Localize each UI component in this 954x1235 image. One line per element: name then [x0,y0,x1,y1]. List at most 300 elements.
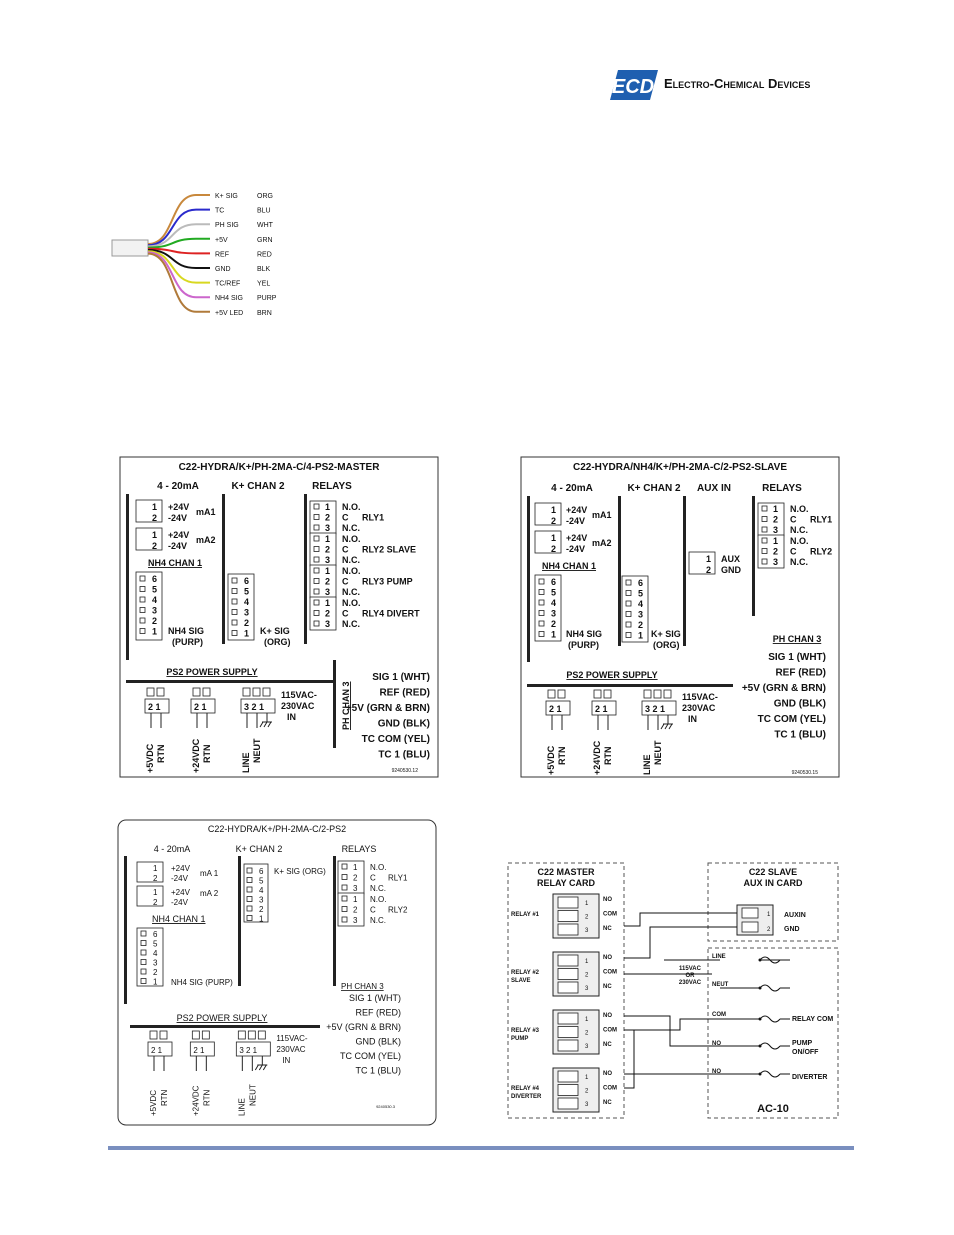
ps-pin-numbers: 3 2 1 [645,704,666,714]
third-ma2-neg: -24V [171,898,188,907]
company-logo [610,70,810,100]
pin-number: 3 [353,884,358,893]
pin-number: 5 [259,876,264,886]
relay-contact-label: NC [603,926,612,932]
pin-screw [232,631,237,636]
pin-screw [762,527,767,532]
pin-number: 2 [773,546,779,557]
ph-row-label: TC COM (YEL) [361,734,430,745]
ps-screw [147,688,154,696]
cable-wire-label: +5V [215,236,228,244]
pin-number: 3 [353,916,358,925]
third-ma2-label: mA 2 [200,889,219,898]
pin-number: 5 [638,588,644,599]
slave-ma2-pos: +24V [566,533,588,543]
diverter-label: DIVERTER [792,1074,828,1081]
master-relays [310,501,420,630]
pin-number: 3 [259,895,264,905]
ps-label: NEUT [248,1084,258,1106]
master-title: C22-HYDRA/K+/PH-2MA-C/4-PS2-MASTER [178,462,380,473]
master-ma2-terminal [136,528,162,550]
pin-number: 1 [325,502,331,512]
pin-screw [141,960,146,965]
third-ph-rows [326,993,401,1076]
pin-screw [626,580,631,585]
relay-pin-number: 2 [585,1030,589,1037]
slave-bar-left [527,496,530,662]
relay-contact-label: N.O. [342,502,361,512]
relay-contact-label: C [342,576,349,587]
ph-row-label: GND (BLK) [773,698,826,710]
pin-number: 5 [153,939,158,949]
relay-contact-label: C [370,905,376,915]
pin-screw [762,559,767,564]
cable-jacket [112,240,148,256]
pin-screw [140,597,145,602]
pin: 1 [153,864,158,873]
ground-icon [661,715,673,729]
cable-wire-color-code: WHT [257,222,273,230]
pin-screw [141,950,146,955]
pin: 2 [152,513,158,523]
master-k-sig-color: (ORG) [264,637,291,647]
pin-number: 6 [259,867,264,876]
wire-relay-com [624,1019,790,1030]
relay-contact-label: N.O. [342,566,361,576]
pin-screw [247,868,252,873]
pin-number: 2 [152,616,158,626]
master-bar-left [126,494,129,660]
ps-ac-in: IN [688,714,697,724]
relay-wiring-diagram [508,863,838,1118]
pin-screw [626,622,631,627]
no-label-pump: NO [712,1041,721,1047]
pin-number: 3 [153,958,158,968]
cable-wire-label: NH4 SIG [215,295,244,303]
pin-screw [539,611,544,616]
cable-wire-color-code: BRN [257,309,272,317]
relay-screw [558,955,578,966]
ac10-box [708,948,838,1118]
pin-number: 1 [153,977,158,987]
ps-pin-numbers: 2 1 [194,702,207,712]
ps-screw [644,690,651,698]
pin-screw [247,878,252,883]
ph-row-label: TC COM (YEL) [757,714,826,725]
slave-sec-kchan: K+ CHAN 2 [627,483,681,494]
pin-screw [539,600,544,605]
third-ma2-terminal [137,886,163,906]
ps-screw [157,688,164,696]
pin-screw [342,875,347,880]
footer-rule [108,1146,854,1150]
relay-contact-label: N.O. [790,504,809,514]
pin-number: 3 [551,608,557,619]
pin-number: 4 [152,595,158,605]
master-ma1-terminal [136,500,162,522]
pin-number: 5 [244,586,250,597]
pin-number: 5 [152,584,158,595]
pin-screw [232,610,237,615]
relay-contact-label: N.C. [370,884,386,893]
relay-contact-label: C [342,544,349,555]
relay-contact-label: N.C. [790,525,808,535]
relay-function: SLAVE [511,978,531,984]
third-sec-ma: 4 - 20mA [153,844,191,854]
slave-card-title1: C22 SLAVE [748,867,798,877]
line-label: LINE [712,954,726,960]
slave-ma1-neg: -24V [566,516,586,526]
relay-name: RLY1 [810,514,833,525]
pin: 2 [153,874,158,883]
ps-label: +24VDC [191,738,201,773]
pin-screw [141,931,146,936]
auxin-gnd-label: GND [784,926,800,933]
relay-screw [558,982,578,993]
relay-contact-label: COM [603,1085,617,1092]
slave-ma2-label: mA2 [592,538,612,548]
ph-row-label: REF (RED) [775,667,826,679]
pin-screw [314,525,319,530]
ps-screw [664,690,671,698]
relay-contact-label: N.C. [342,523,360,533]
master-ma2-pos: +24V [168,530,190,540]
pin-number: 3 [638,609,644,620]
wire-com-bridge [624,1030,634,1088]
master-card-title2: RELAY CARD [536,878,596,888]
pin-screw [314,579,319,584]
relay-screw [558,924,578,935]
third-relays [338,861,408,926]
slave-title: C22-HYDRA/NH4/K+/PH-2MA-C/2-PS2-SLAVE [572,462,788,473]
relay-number: RELAY #1 [511,912,540,918]
slave-ps [546,690,718,775]
master-sec-relays: RELAYS [312,481,352,492]
cable-wires [148,193,277,317]
relay-screw [558,1071,578,1082]
pump-label: PUMP [792,1040,813,1047]
rd-relays [511,894,617,1112]
pin-number: 1 [152,626,158,637]
relay-contact-label: NC [603,1100,612,1106]
third-ma1-pos: +24V [171,864,190,873]
ps-pin-numbers: 2 1 [595,704,608,714]
master-board [120,457,438,777]
pin: 1 [551,533,557,543]
pin-number: 4 [638,599,644,609]
master-ma1-pos: +24V [168,502,190,512]
third-ph-chan: PH CHAN 3 [341,982,384,991]
cable-wire-color-code: RED [257,251,272,259]
ps-label: LINE [241,752,251,773]
slave-gnd-label: GND [721,565,741,575]
relay-pin-number: 3 [585,1044,589,1050]
relay-contact-label: N.C. [342,555,360,565]
ps-screw [558,690,565,698]
third-ma1-neg: -24V [171,874,188,883]
ps-ac-label: 230VAC [276,1045,306,1054]
relay-name: RLY4 DIVERT [362,608,420,619]
brand-name: Electro-Chemical Devices [664,76,811,91]
cable-wire [148,210,210,246]
pin-number: 1 [244,628,250,639]
slave-sec-relays: RELAYS [762,483,802,494]
relay-contact-label: C [790,514,797,525]
slave-nh4-title: NH4 CHAN 1 [542,561,597,571]
ps-screw [202,1031,209,1039]
no-label-div: NO [712,1069,721,1075]
pin-screw [140,618,145,623]
pin-number: 1 [325,566,331,576]
fuse-icon [760,1071,780,1077]
pin-screw [314,589,319,594]
ph-row-label: SIG 1 (WHT) [349,993,401,1003]
fuse-icon [760,1043,780,1049]
ph-row-label: GND (BLK) [355,1036,401,1047]
slave-aux-terminal [689,552,715,574]
master-ma2-neg: -24V [168,541,188,551]
relay-contact-label: C [342,512,349,523]
cable-wire-color-code: YEL [257,280,271,288]
fuse-terminal [759,1045,762,1048]
slave-ph-chan: PH CHAN 3 [772,634,822,644]
pin-screw [314,621,319,626]
ps-label: +24VDC [592,740,602,775]
ph-row-label: SIG 1 (WHT) [768,652,826,663]
pin-screw [762,549,767,554]
ps-screw [192,1031,199,1039]
pin-number: 3 [325,523,331,533]
pin-number: 2 [353,905,358,915]
ps-screw [258,1031,265,1039]
ph-row-label: GND (BLK) [377,718,430,730]
slave-ma1-terminal [535,503,561,525]
ph-row-label: TC 1 (BLU) [355,1065,401,1076]
pin: 1 [153,888,158,897]
slave-nh4-sig-color: (PURP) [568,640,599,650]
ps-screw [253,688,260,696]
pin-number: 4 [551,598,557,608]
ph-row-label: TC 1 (BLU) [774,729,826,741]
pin-screw [247,887,252,892]
slave-relays [758,503,832,568]
relay-contact-label: N.C. [342,619,360,629]
slave-bar-relay [752,496,755,616]
relay-pin-number: 3 [585,928,589,934]
relay-contact-label: N.O. [370,895,387,904]
relay-name: RLY2 [388,905,408,915]
cable-wire-label: TC [215,207,225,215]
ps-ac-in: IN [282,1056,291,1065]
pin-screw [314,568,319,573]
ps-label: RTN [603,746,613,765]
cable-wire-color-code: ORG [257,193,273,200]
fuse-terminal [759,1018,762,1021]
pin-number: 2 [244,618,250,628]
master-sec-kchan: K+ CHAN 2 [231,481,285,492]
relay-pin-number: 2 [585,972,589,979]
master-sec-ma: 4 - 20mA [157,481,199,492]
pin-number: 3 [152,605,158,616]
ps-ac-label: 230VAC [281,701,315,711]
cable-wire-color-code: BLU [257,207,271,215]
ph-row-label: REF (RED) [355,1007,401,1018]
ground-icon [255,1056,267,1070]
slave-ps-title: PS2 POWER SUPPLY [566,670,658,680]
pin-screw [140,576,145,581]
pin-number: 2 [773,514,779,525]
pin-number: 1 [325,534,331,544]
pin-number: 3 [773,557,779,567]
cable-wire-label: TC/REF [215,280,241,288]
pin-number: 1 [638,630,644,641]
ps-pin-numbers: 2 1 [148,702,161,712]
pin: 2 [551,544,557,554]
volt-label-1: 115VAC [679,966,701,972]
cable-wire-label: PH SIG [215,222,239,230]
pin-screw [314,536,319,541]
pin-number: 1 [773,536,779,546]
pin-screw [342,896,347,901]
pin-screw [247,897,252,902]
pin-number: 6 [638,578,644,588]
third-k-sig: K+ SIG (ORG) [274,867,326,876]
pin-number: 3 [773,525,779,535]
pump-onoff-label: ON/OFF [792,1049,819,1056]
pin: 2 [551,516,557,526]
ps-label: RTN [557,746,567,765]
pin-screw [762,517,767,522]
master-k-terminal [228,574,254,640]
pin-number: 3 [325,587,331,597]
master-ph-bar [333,660,336,748]
ps-label: RTN [160,1089,169,1106]
pin-number: 2 [259,905,264,914]
slave-code: 9240530.15 [791,770,818,776]
pin-number: 1 [551,629,557,640]
relay-pin-number: 3 [585,986,589,992]
pin-screw [314,600,319,605]
relay-contact-label: NC [603,984,612,990]
cable-wire-label: K+ SIG [215,193,238,200]
slave-card-title2: AUX IN CARD [743,878,803,888]
ps-label: RTN [202,744,212,763]
fuse-terminal [759,1073,762,1076]
pin-number: 4 [244,597,250,607]
master-card-title1: C22 MASTER [537,867,595,877]
ps-screw [160,1031,167,1039]
ps-pin-numbers: 2 1 [549,704,562,714]
master-bar-right [304,494,307,644]
pin-number: 6 [153,930,158,939]
pin-number: 2 [325,544,331,555]
pin-screw [141,979,146,984]
relay-number: RELAY #3 [511,1028,540,1034]
volt-label-3: 230VAC [678,980,702,986]
third-nh4-title: NH4 CHAN 1 [152,914,206,924]
third-ps-bar [130,1025,320,1028]
slave-k-terminal [622,576,648,642]
pin: 2 [153,898,158,907]
pin-screw [141,941,146,946]
pin-number: 3 [325,555,331,565]
master-ma1-label: mA1 [196,507,216,517]
com-label: COM [712,1012,726,1018]
pin-screw [314,557,319,562]
relay-name: RLY1 [362,512,385,523]
pin-number: 4 [153,949,158,958]
pin-screw [140,608,145,613]
ph-row-label: +5V (GRN & BRN) [741,683,826,694]
ps-pin-numbers: 3 2 1 [239,1046,258,1055]
pin-number: 3 [325,619,331,629]
slave-ps-bar [527,684,733,687]
ps-ac-label: 115VAC- [276,1034,308,1043]
pin-number: 2 [153,968,158,977]
wire-pump [624,1016,790,1046]
relay-contact-label: N.O. [790,536,809,546]
master-nh4-sig-color: (PURP) [172,637,203,647]
relay-contact-label: NO [603,955,612,961]
master-ph-rows [346,672,430,761]
pin-screw [232,578,237,583]
pin-screw [539,621,544,626]
relay-screw [558,1040,578,1051]
master-ma2-label: mA2 [196,535,216,545]
pin-number: 4 [259,886,264,895]
master-ma1-neg: -24V [168,513,188,523]
slave-aux-label: AUX [721,554,741,564]
pin-number: 1 [353,863,358,872]
relay-contact-label: COM [603,911,617,918]
pin-screw [141,969,146,974]
gnd-screw [742,922,758,932]
relay-number: RELAY #4 [511,1086,540,1092]
pin: 1 [152,502,158,512]
pin-number: 1 [353,895,358,904]
relay-name: RLY2 SLAVE [362,544,417,555]
cable-diagram [112,193,277,317]
pin: 2 [767,927,771,933]
relay-screw [558,1085,578,1096]
pin-screw [626,612,631,617]
ps-ac-label: 115VAC- [281,690,317,700]
pin-number: 1 [773,504,779,514]
third-bar-mid [238,856,241,986]
volt-label-2: OR [685,973,695,979]
cable-wire-color-code: GRN [257,236,273,244]
ps-screw [150,1031,157,1039]
pin-number: 1 [325,598,331,608]
third-ma1-terminal [137,862,163,882]
pin-screw [140,629,145,634]
pin-screw [232,589,237,594]
ps-pin-numbers: 2 1 [193,1046,205,1055]
ps-screw [594,690,601,698]
ps-label: +5VDC [546,745,556,775]
third-frame [118,820,436,1125]
ps-screw [238,1031,245,1039]
slave-ph-rows [742,652,826,741]
ps-label: +5VDC [145,743,155,773]
ps-ac-label: 230VAC [682,703,716,713]
pin-screw [314,611,319,616]
ps-label: NEUT [653,740,663,765]
relay-screw [558,1098,578,1109]
wire-r1-auxin [624,913,737,926]
ac10-label: AC-10 [757,1103,789,1115]
ps-label: LINE [642,754,652,775]
